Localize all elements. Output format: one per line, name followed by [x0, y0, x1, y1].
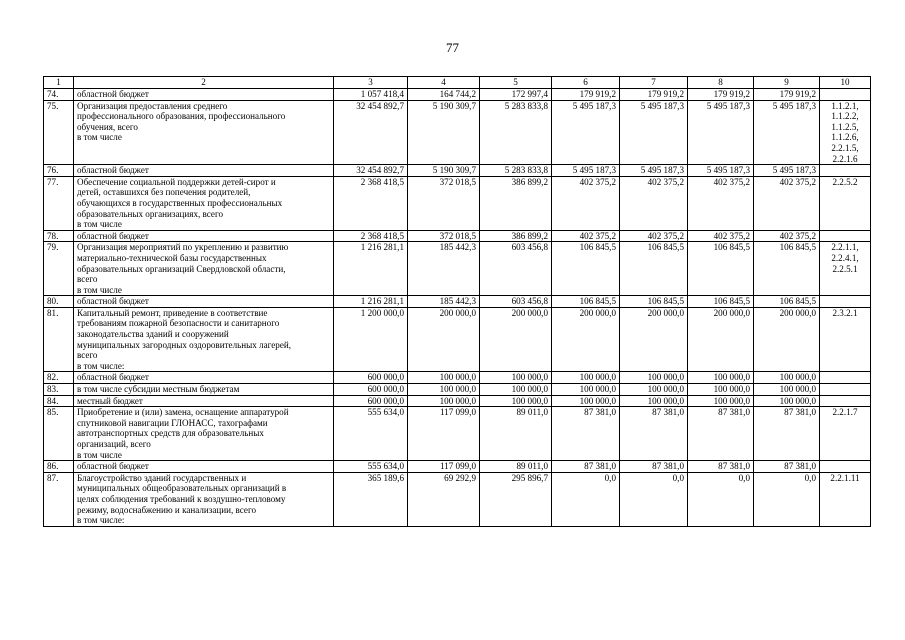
- reference-line: 2.2.4.1,: [831, 252, 859, 263]
- row-description: [74, 472, 334, 526]
- value-cell: 386 899,2: [480, 176, 552, 230]
- value-cell: 600 000,0: [334, 384, 408, 396]
- value-cell: 100 000,0: [688, 372, 754, 384]
- reference-line: 2.2.5.1: [832, 263, 858, 274]
- table-row: [44, 307, 871, 372]
- reference-cell: [820, 165, 871, 177]
- description-line: областной бюджет: [77, 165, 149, 176]
- value-cell: 106 845,5: [552, 296, 620, 308]
- reference-line: 2.2.1.6: [832, 153, 858, 164]
- column-header-10: 10: [820, 77, 871, 89]
- value-cell: 117 099,0: [408, 461, 480, 473]
- value-cell: 100 000,0: [754, 372, 820, 384]
- value-cell: 87 381,0: [754, 407, 820, 461]
- value-cell: 200 000,0: [688, 307, 754, 372]
- table-row: [44, 242, 871, 296]
- value-cell: 555 634,0: [334, 407, 408, 461]
- description-line: областной бюджет: [77, 89, 149, 99]
- description-line: в том числе: [77, 132, 122, 143]
- row-number: 74.: [44, 89, 74, 101]
- row-number: 79.: [44, 242, 74, 296]
- column-header-4: 4: [408, 77, 480, 89]
- column-header-9: 9: [754, 77, 820, 89]
- table-row: [44, 100, 871, 165]
- row-number: 75.: [44, 100, 74, 165]
- table-row: [44, 395, 871, 407]
- reference-cell: [820, 407, 871, 461]
- description-line: материально-технической базы государственных: [77, 252, 267, 263]
- reference-line: 2.2.1.7: [832, 407, 858, 418]
- row-description: [74, 242, 334, 296]
- value-cell: 402 375,2: [688, 176, 754, 230]
- value-cell: 5 283 833,8: [480, 100, 552, 165]
- table-row: [44, 176, 871, 230]
- row-description: [74, 384, 334, 396]
- value-cell: 100 000,0: [408, 372, 480, 384]
- description-line: режиму, водоснабжению и канализации, всего: [77, 504, 257, 515]
- table-row: [44, 165, 871, 177]
- description-line: всего: [77, 274, 98, 285]
- value-cell: 5 495 187,3: [552, 165, 620, 177]
- column-header-3: 3: [334, 77, 408, 89]
- description-line: спутниковой навигации ГЛОНАСС, тахографами: [77, 417, 268, 428]
- row-number: 86.: [44, 461, 74, 473]
- reference-line: 2.2.5.2: [832, 176, 858, 187]
- value-cell: 185 442,3: [408, 296, 480, 308]
- description-line: образовательных организаций Свердловской области,: [77, 263, 286, 274]
- description-line: Организация мероприятий по укреплению и развитию: [77, 242, 289, 253]
- row-number: 85.: [44, 407, 74, 461]
- value-cell: 100 000,0: [408, 384, 480, 396]
- reference-cell: [820, 242, 871, 296]
- value-cell: 87 381,0: [754, 461, 820, 473]
- reference-cell: [820, 395, 871, 407]
- description-line: Организация предоставления среднего: [77, 100, 228, 111]
- row-description: [74, 296, 334, 308]
- description-line: автотранспортных средств для образовательных: [77, 428, 264, 439]
- value-cell: 402 375,2: [552, 176, 620, 230]
- value-cell: 100 000,0: [552, 372, 620, 384]
- value-cell: 5 495 187,3: [552, 100, 620, 165]
- value-cell: 100 000,0: [408, 395, 480, 407]
- value-cell: 106 845,5: [620, 296, 688, 308]
- value-cell: 69 292,9: [408, 472, 480, 526]
- value-cell: 32 454 892,7: [334, 165, 408, 177]
- value-cell: 200 000,0: [620, 307, 688, 372]
- row-description: [74, 307, 334, 372]
- reference-line: 2.2.1.11: [830, 472, 860, 483]
- description-line: детей, оставшихся без попечения родителей,: [77, 187, 251, 198]
- value-cell: 5 190 309,7: [408, 165, 480, 177]
- value-cell: 106 845,5: [552, 242, 620, 296]
- value-cell: 87 381,0: [620, 461, 688, 473]
- table-row: [44, 230, 871, 242]
- description-line: областной бюджет: [77, 461, 149, 472]
- row-description: [74, 230, 334, 242]
- description-line: муниципальных загородных оздоровительных лагерей,: [77, 339, 292, 350]
- value-cell: 0,0: [754, 472, 820, 526]
- row-number: 83.: [44, 384, 74, 396]
- reference-cell: [820, 472, 871, 526]
- value-cell: 5 495 187,3: [688, 165, 754, 177]
- description-line: образовательных организациях, всего: [77, 208, 224, 219]
- value-cell: 100 000,0: [480, 372, 552, 384]
- value-cell: 2 368 418,5: [334, 176, 408, 230]
- row-number: 78.: [44, 230, 74, 242]
- value-cell: 295 896,7: [480, 472, 552, 526]
- column-header-1: 1: [44, 77, 74, 89]
- column-header-7: 7: [620, 77, 688, 89]
- table-body: [44, 89, 871, 527]
- value-cell: 555 634,0: [334, 461, 408, 473]
- value-cell: 402 375,2: [552, 230, 620, 242]
- description-line: в том числе: [77, 284, 122, 295]
- reference-cell: [820, 307, 871, 372]
- description-line: Благоустройство зданий государственных и: [77, 472, 247, 483]
- description-line: обучающихся в государственных профессиональных: [77, 197, 283, 208]
- description-line: Капитальный ремонт, приведение в соответствие: [77, 307, 268, 318]
- row-description: [74, 89, 334, 101]
- description-line: областной бюджет: [77, 230, 149, 241]
- row-number: 87.: [44, 472, 74, 526]
- description-line: профессионального образования, профессионального: [77, 111, 286, 122]
- value-cell: 100 000,0: [754, 384, 820, 396]
- reference-cell: [820, 176, 871, 230]
- row-number: 82.: [44, 372, 74, 384]
- table-row: [44, 472, 871, 526]
- table-row: [44, 407, 871, 461]
- value-cell: 1 216 281,1: [334, 296, 408, 308]
- value-cell: 87 381,0: [688, 461, 754, 473]
- reference-line: 1.1.2.2,: [831, 111, 859, 122]
- value-cell: 402 375,2: [688, 230, 754, 242]
- value-cell: 32 454 892,7: [334, 100, 408, 165]
- description-line: Обеспечение социальной поддержки детей-сирот и: [77, 176, 276, 187]
- value-cell: 164 744,2: [408, 89, 480, 101]
- row-description: [74, 461, 334, 473]
- column-header-8: 8: [688, 77, 754, 89]
- row-description: [74, 176, 334, 230]
- value-cell: 5 495 187,3: [754, 165, 820, 177]
- description-line: целях соблюдения требований к воздушно-тепловому: [77, 493, 286, 504]
- value-cell: 603 456,8: [480, 242, 552, 296]
- reference-cell: [820, 230, 871, 242]
- value-cell: 100 000,0: [620, 372, 688, 384]
- reference-line: 2.2.1.5,: [831, 142, 859, 153]
- row-description: [74, 395, 334, 407]
- table-row: [44, 89, 871, 101]
- value-cell: 2 368 418,5: [334, 230, 408, 242]
- value-cell: 87 381,0: [620, 407, 688, 461]
- value-cell: 100 000,0: [552, 395, 620, 407]
- reference-cell: [820, 89, 871, 101]
- value-cell: 179 919,2: [754, 89, 820, 101]
- value-cell: 600 000,0: [334, 372, 408, 384]
- value-cell: 200 000,0: [408, 307, 480, 372]
- description-line: Приобретение и (или) замена, оснащение аппаратурой: [77, 407, 289, 418]
- description-line: обучения, всего: [77, 121, 138, 132]
- value-cell: 100 000,0: [688, 384, 754, 396]
- value-cell: 200 000,0: [552, 307, 620, 372]
- reference-line: 1.1.2.6,: [831, 132, 859, 143]
- row-number: 80.: [44, 296, 74, 308]
- reference-cell: [820, 296, 871, 308]
- value-cell: 0,0: [552, 472, 620, 526]
- description-line: областной бюджет: [77, 372, 149, 383]
- value-cell: 1 057 418,4: [334, 89, 408, 101]
- value-cell: 365 189,6: [334, 472, 408, 526]
- value-cell: 100 000,0: [620, 395, 688, 407]
- reference-cell: [820, 461, 871, 473]
- table-row: [44, 296, 871, 308]
- value-cell: 5 190 309,7: [408, 100, 480, 165]
- description-line: законодательства зданий и сооружений: [77, 329, 229, 340]
- value-cell: 5 495 187,3: [754, 100, 820, 165]
- table-header-row: [44, 77, 871, 89]
- description-line: областной бюджет: [77, 296, 149, 307]
- value-cell: 100 000,0: [754, 395, 820, 407]
- description-line: всего: [77, 350, 98, 361]
- table-row: [44, 372, 871, 384]
- reference-line: 1.1.2.1,: [831, 100, 859, 111]
- page-number: 77: [446, 40, 459, 55]
- row-description: [74, 165, 334, 177]
- value-cell: 106 845,5: [754, 242, 820, 296]
- value-cell: 106 845,5: [620, 242, 688, 296]
- value-cell: 100 000,0: [480, 395, 552, 407]
- row-number: 77.: [44, 176, 74, 230]
- description-line: в том числе:: [77, 360, 125, 371]
- description-line: требованиям пожарной безопасности и санитарного: [77, 318, 280, 329]
- value-cell: 87 381,0: [688, 407, 754, 461]
- reference-cell: [820, 372, 871, 384]
- description-line: в том числе:: [77, 515, 125, 526]
- row-description: [74, 100, 334, 165]
- description-line: организаций, всего: [77, 439, 151, 449]
- value-cell: 200 000,0: [480, 307, 552, 372]
- row-number: 84.: [44, 395, 74, 407]
- value-cell: 5 495 187,3: [620, 100, 688, 165]
- value-cell: 106 845,5: [754, 296, 820, 308]
- value-cell: 100 000,0: [620, 384, 688, 396]
- value-cell: 372 018,5: [408, 230, 480, 242]
- value-cell: 179 919,2: [688, 89, 754, 101]
- value-cell: 100 000,0: [480, 384, 552, 396]
- description-line: в том числе субсидии местным бюджетам: [77, 384, 240, 395]
- value-cell: 402 375,2: [754, 176, 820, 230]
- row-description: [74, 372, 334, 384]
- value-cell: 106 845,5: [688, 296, 754, 308]
- value-cell: 1 216 281,1: [334, 242, 408, 296]
- column-header-5: 5: [480, 77, 552, 89]
- value-cell: 200 000,0: [754, 307, 820, 372]
- value-cell: 402 375,2: [620, 230, 688, 242]
- value-cell: 89 011,0: [480, 461, 552, 473]
- value-cell: 117 099,0: [408, 407, 480, 461]
- description-line: местный бюджет: [77, 395, 143, 406]
- value-cell: 600 000,0: [334, 395, 408, 407]
- description-line: в том числе: [77, 449, 122, 460]
- value-cell: 603 456,8: [480, 296, 552, 308]
- column-header-6: 6: [552, 77, 620, 89]
- value-cell: 87 381,0: [552, 407, 620, 461]
- budget-table: [43, 76, 871, 527]
- value-cell: 89 011,0: [480, 407, 552, 461]
- value-cell: 5 495 187,3: [620, 165, 688, 177]
- reference-line: 2.2.1.1,: [831, 242, 859, 253]
- value-cell: 5 283 833,8: [480, 165, 552, 177]
- reference-cell: [820, 100, 871, 165]
- value-cell: 87 381,0: [552, 461, 620, 473]
- value-cell: 0,0: [620, 472, 688, 526]
- row-number: 81.: [44, 307, 74, 372]
- reference-cell: [820, 384, 871, 396]
- value-cell: 372 018,5: [408, 176, 480, 230]
- value-cell: 5 495 187,3: [688, 100, 754, 165]
- reference-line: 2.3.2.1: [832, 307, 858, 318]
- value-cell: 172 997,4: [480, 89, 552, 101]
- value-cell: 185 442,3: [408, 242, 480, 296]
- value-cell: 179 919,2: [620, 89, 688, 101]
- column-header-2: 2: [74, 77, 334, 89]
- table-row: [44, 384, 871, 396]
- value-cell: 386 899,2: [480, 230, 552, 242]
- table-row: [44, 461, 871, 473]
- value-cell: 1 200 000,0: [334, 307, 408, 372]
- row-number: 76.: [44, 165, 74, 177]
- value-cell: 179 919,2: [552, 89, 620, 101]
- value-cell: 106 845,5: [688, 242, 754, 296]
- value-cell: 402 375,2: [754, 230, 820, 242]
- description-line: в том числе: [77, 219, 122, 230]
- value-cell: 100 000,0: [688, 395, 754, 407]
- value-cell: 100 000,0: [552, 384, 620, 396]
- reference-line: 1.1.2.5,: [831, 121, 859, 132]
- value-cell: 402 375,2: [620, 176, 688, 230]
- description-line: муниципальных общеобразовательных организаций в: [77, 483, 287, 494]
- value-cell: 0,0: [688, 472, 754, 526]
- row-description: [74, 407, 334, 461]
